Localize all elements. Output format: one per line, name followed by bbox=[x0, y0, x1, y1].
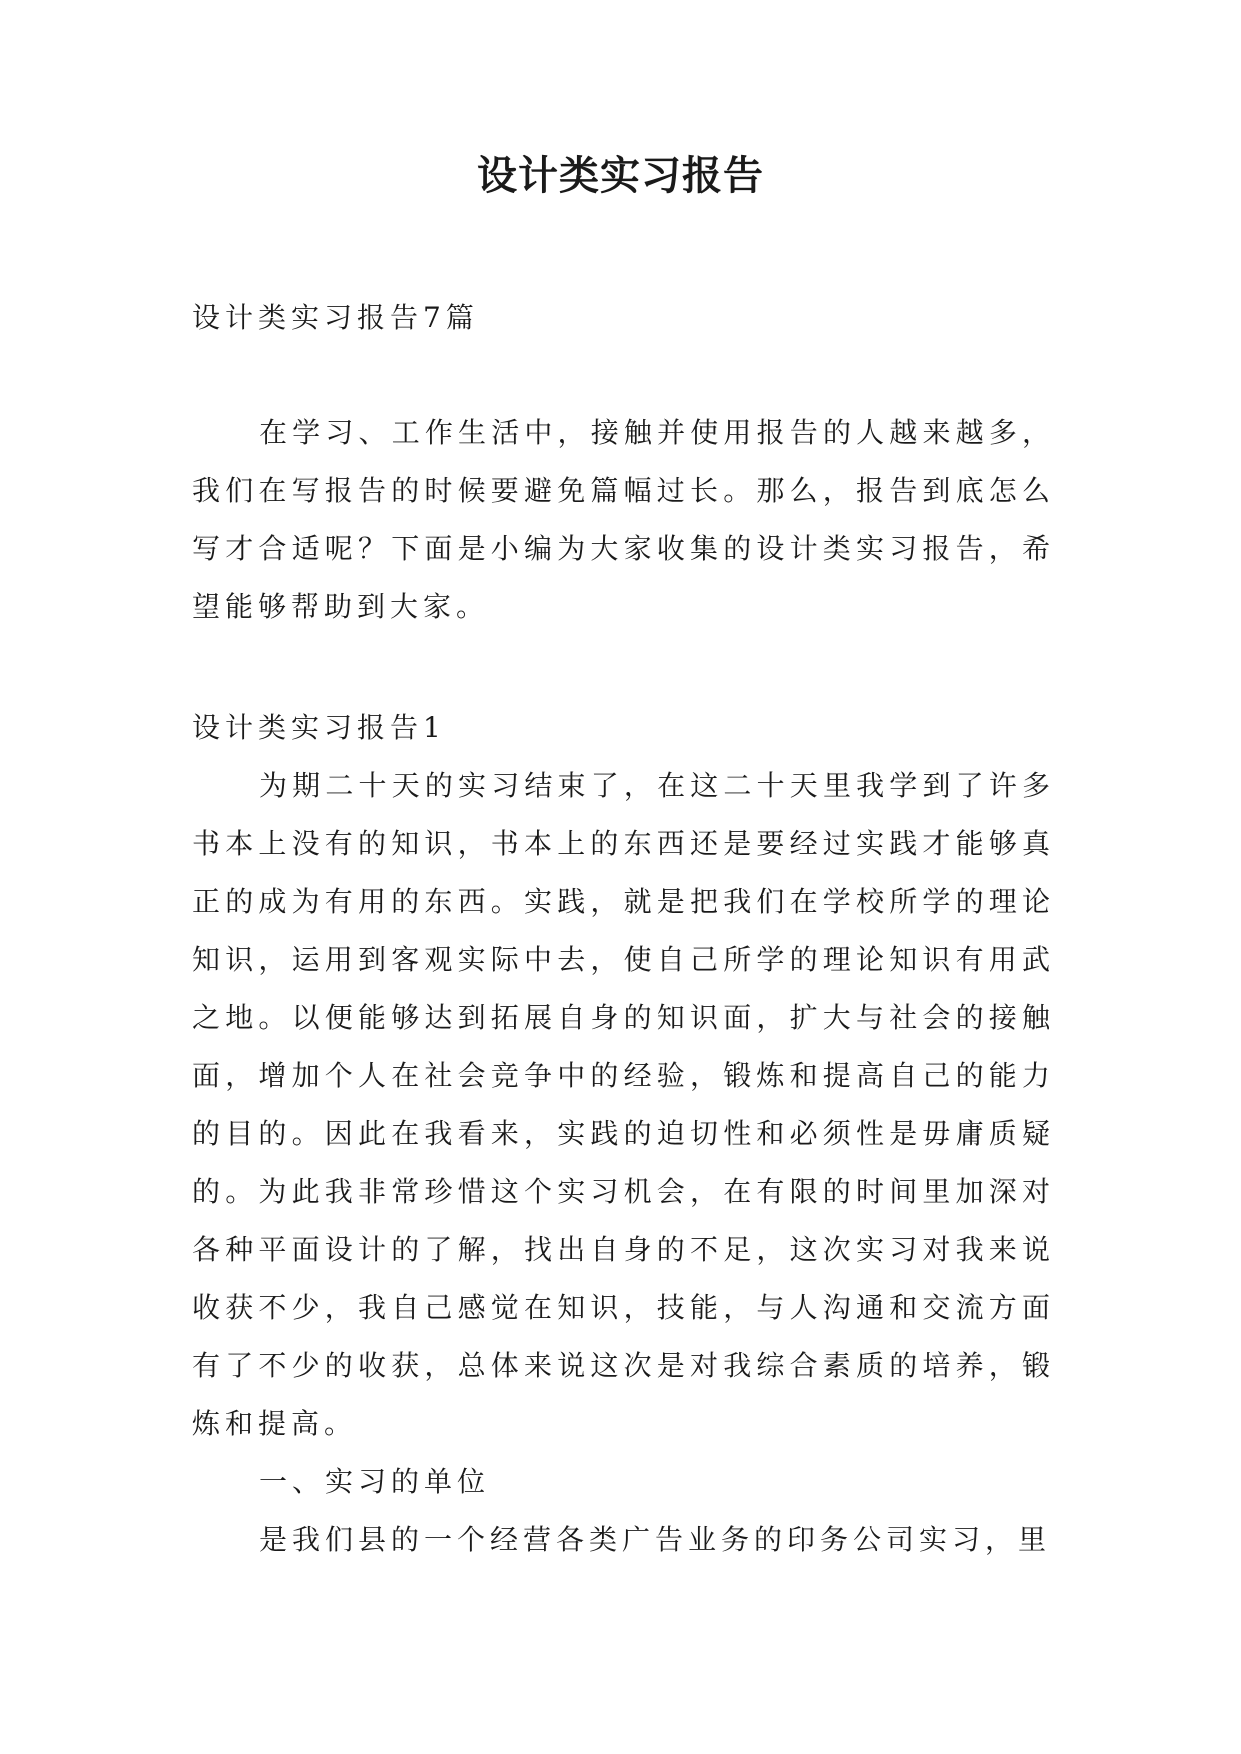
section-heading: 设计类实习报告1 bbox=[192, 711, 446, 744]
section-1 bbox=[192, 699, 1055, 1569]
document-title: 设计类实习报告 bbox=[477, 152, 764, 199]
body-paragraph: 为期二十天的实习结束了，在这二十天里我学到了许多书本上没有的知识，书本上的东西还是要经过实践才能够真正的成为有用的东西。实践，就是把我们在学校所学的理论知识，运用到客观实际中去，使自己所学的理论知识有用武之地。以便能够达到拓展自身的知识面，扩大与社会的接触面，增加个人在社会竞争中的经验，锻炼和提高自己的能力的目的。因此在我看来，实践的迫切性和必须性是毋庸质疑的。为此我非常珍惜这个实习机会，在有限的时间里加深对各种平面设计的了解，找出自身的不足，这次实习对我来说收获不少，我自己感觉在知识，技能，与人沟通和交流方面有了不少的收获，总体来说这次是对我综合素质的培养，锻炼和提高。 bbox=[192, 769, 1055, 1440]
document-subtitle: 设计类实习报告7篇 bbox=[192, 301, 479, 334]
body-paragraph-continued: 是我们县的一个经营各类广告业务的印务公司实习，里 bbox=[259, 1523, 1052, 1556]
subsection-heading: 一、实习的单位 bbox=[259, 1465, 491, 1498]
intro-paragraph: 在学习、工作生活中，接触并使用报告的人越来越多，我们在写报告的时候要避免篇幅过长。那么，报告到底怎么写才合适呢？下面是小编为大家收集的设计类实习报告，希望能够帮助到大家。 bbox=[192, 416, 1055, 623]
